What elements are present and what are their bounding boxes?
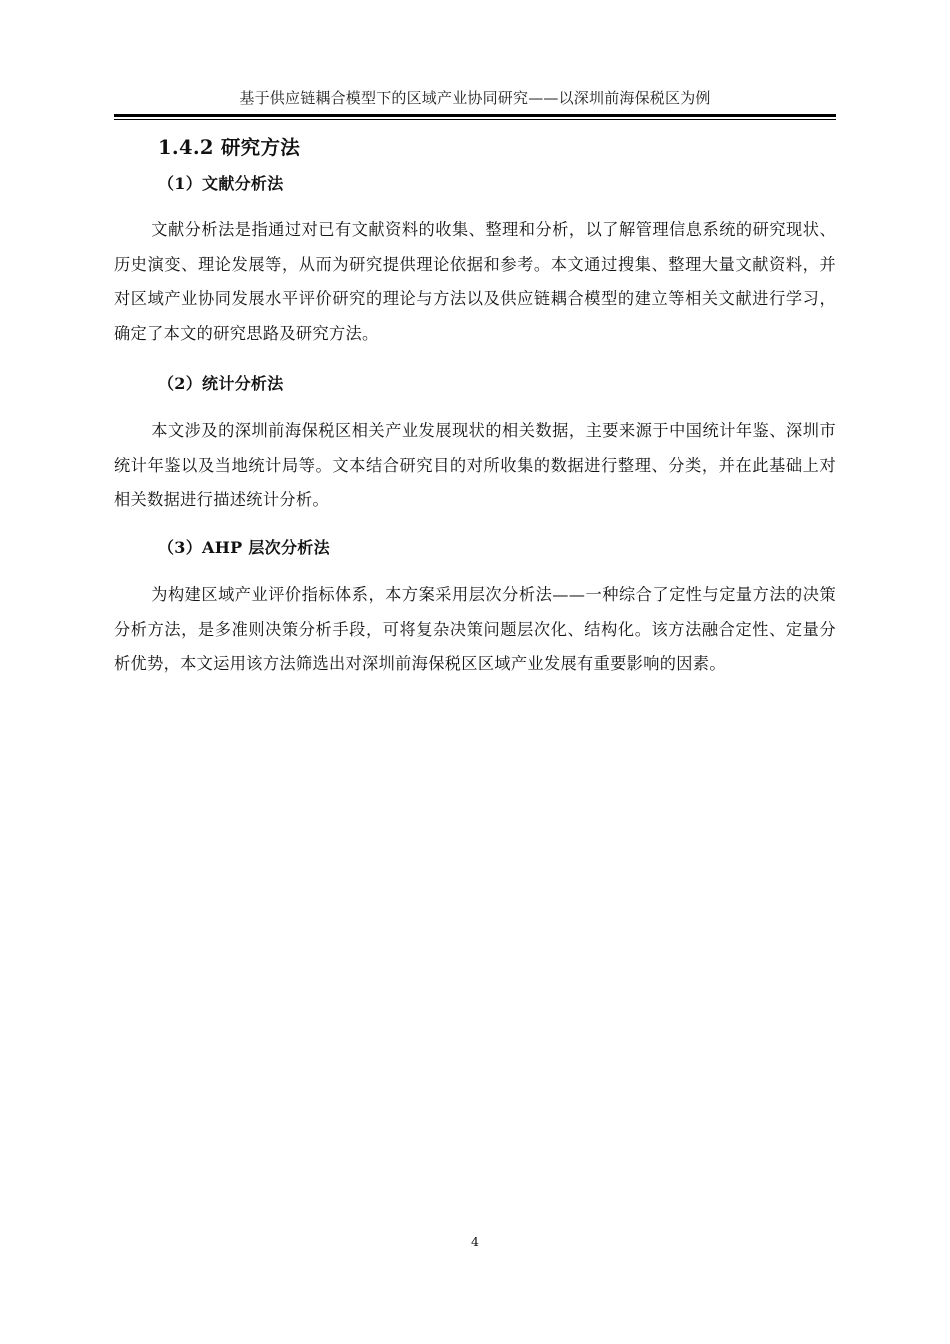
page-number: 4 xyxy=(471,1234,479,1249)
method-1-title: （1）文献分析法 xyxy=(158,174,284,193)
method-1-paragraph: 文献分析法是指通过对已有文献资料的收集、整理和分析，以了解管理信息系统的研究现状、历史演变、理论发展等，从而为研究提供理论依据和参考。本文通过搜集、整理大量文献资料，并对区域产业协同发展水平评价研究的理论与方法以及供应链耦合模型的建立等相关文献进行学习，确定了本文的研究思路及研究方法。 xyxy=(114,220,836,343)
method-2-paragraph: 本文涉及的深圳前海保税区相关产业发展现状的相关数据，主要来源于中国统计年鉴、深圳市统计年鉴以及当地统计局等。文本结合研究目的对所收集的数据进行整理、分类，并在此基础上对相关数据进行描述统计分析。 xyxy=(114,421,836,509)
header-rule-thin xyxy=(114,119,836,120)
running-header: 基于供应链耦合模型下的区域产业协同研究——以深圳前海保税区为例 xyxy=(239,89,711,107)
method-2-title: （2）统计分析法 xyxy=(158,374,284,393)
header-rule-thick xyxy=(114,114,836,117)
section-title: 1.4.2 研究方法 xyxy=(158,136,301,159)
method-3-title: （3）AHP 层次分析法 xyxy=(158,538,330,557)
method-3-paragraph: 为构建区域产业评价指标体系，本方案采用层次分析法——一种综合了定性与定量方法的决策分析方法，是多准则决策分析手段，可将复杂决策问题层次化、结构化。该方法融合定性、定量分析优势，本文运用该方法筛选出对深圳前海保税区区域产业发展有重要影响的因素。 xyxy=(114,585,836,673)
